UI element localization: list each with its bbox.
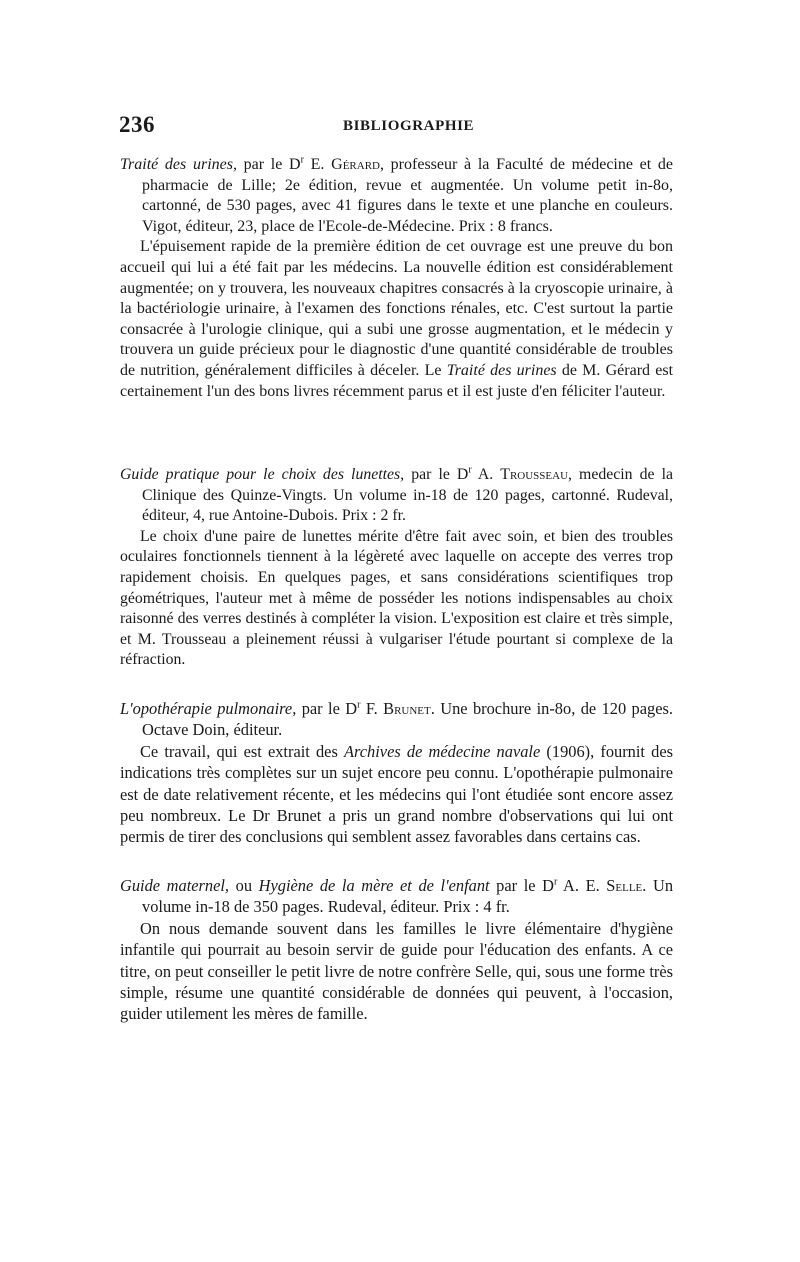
review-text bbox=[120, 741, 673, 848]
review-text bbox=[120, 918, 673, 1025]
review-italic-title: Archives de médecine navale bbox=[344, 741, 541, 761]
citation-details: . Une brochure in-8o, de 120 pages. Octave Doin, éditeur. bbox=[142, 699, 673, 740]
review-text-part: L'épuisement rapide de la première édition de cet ouvrage est une preuve du bon accueil qui lui a été fait par les médecins. La nouvelle édition est considérablement augmentée; on y trouvera, les nouveaux chapitres consacrés à la cryoscopie urinaire, à la bactériologie urinaire, à l'examen des fonctions rénales, etc. C'est surtout la partie consacrée à l'urologie clinique, qui a subi une grosse augmentation, et le médecin y trouvera un guide précieux pour le diagnostic d'une quantité considérable de troubles de nutrition, généralement difficiles à déceler. Le bbox=[120, 238, 673, 379]
review-text-part: Ce travail, qui est extrait des bbox=[140, 741, 344, 761]
running-head: BIBLIOGRAPHIE bbox=[343, 118, 475, 134]
book-title: Guide pratique pour le choix des lunettes, bbox=[120, 466, 405, 483]
entry-citation bbox=[120, 155, 673, 237]
author-name: Selle bbox=[606, 876, 643, 895]
citation-text: F. bbox=[360, 699, 384, 718]
book-subtitle: Hygiène de la mère et de l'enfant bbox=[258, 876, 490, 895]
author-name: Brunet bbox=[383, 699, 431, 718]
citation-text: A. E. bbox=[557, 876, 607, 895]
review-entry-traite-des-urines bbox=[120, 155, 673, 402]
review-entry-opotherapie bbox=[120, 698, 673, 848]
citation-text: par le D bbox=[404, 466, 469, 483]
review-text-part: Le choix d'une paire de lunettes mérite d'être fait avec soin, et bien des troubles oculaires fonctionnels tiennent à la légèreté avec laquelle on accepte des verres trop rapidement choisis. En quelques pages, et sans considérations scientifiques trop géométriques, l'auteur met à même de posséder les notions indispensables au choix raisonné des verres destinés à compléter la vision. L'exposition est claire et très simple, et M. Trousseau a pleinement réussi à vulgariser l'étude pourtant si complexe de la réfraction. bbox=[120, 527, 673, 669]
citation-text: par le D bbox=[296, 699, 358, 718]
citation-text: par le D bbox=[236, 156, 301, 173]
citation-text: par le D bbox=[489, 876, 554, 895]
citation-text: E. bbox=[303, 156, 332, 173]
review-text bbox=[120, 527, 673, 671]
entry-citation bbox=[120, 698, 673, 741]
citation-superscript: r bbox=[300, 154, 304, 166]
citation-details: . Un volume in-18 de 350 pages. Rudeval, éditeur. Prix : 4 fr. bbox=[142, 876, 674, 917]
review-entry-guide-maternel bbox=[120, 875, 673, 1025]
citation-details: , professeur à la Faculté de médecine et de pharmacie de Lille; 2e édition, revue et augmentée. Un volume petit in-8o, cartonné, de 530 pages, avec 41 figures dans le texte et une planche en couleurs. Vigot, éditeur, 23, place de l'Ecole-de-Médecine. Prix : 8 francs. bbox=[142, 156, 674, 235]
citation-superscript: r bbox=[553, 876, 558, 888]
review-italic-title: Traité des urines bbox=[446, 361, 557, 379]
review-text bbox=[120, 237, 673, 402]
citation-text: ou bbox=[229, 876, 259, 895]
review-text-part: On nous demande souvent dans les familles le livre élémentaire d'hygiène infantile qui pourrait au besoin servir de guide pour l'éducation des enfants. A ce titre, on peut conseiller le petit livre de notre confrère Selle, qui, sous une forme très simple, résume une quantité considérable de données qui peuvent, à l'occasion, guider utilement les mères de famille. bbox=[120, 918, 673, 1024]
review-text-part: (1906), fournit des indications très complètes sur un sujet encore peu connu. L'opothérapie pulmonaire est de date relativement récente, et les médecins qui l'ont étudiée sont encore assez peu nombreux. Le Dr Brunet a pris un grand nombre d'observations qui lui ont permis de tirer des conclusions qui semblent assez favorables dans certains cas. bbox=[120, 741, 673, 847]
book-title: L'opothérapie pulmonaire, bbox=[120, 699, 297, 718]
review-text-part: de M. Gérard est certainement l'un des bons livres récemment parus et il est juste d'en féliciter l'auteur. bbox=[120, 361, 674, 400]
book-title: Guide maternel, bbox=[120, 876, 230, 895]
citation-details: , medecin de la Clinique des Quinze-Vingts. Un volume in-18 de 120 pages, cartonné. Rudeval, éditeur, 4, rue Antoine-Dubois. Prix : 2 fr. bbox=[142, 466, 673, 525]
page-number: 236 bbox=[119, 112, 155, 137]
citation-text: A. bbox=[471, 466, 501, 483]
author-name: Trousseau bbox=[500, 466, 569, 483]
author-name: Gérard bbox=[331, 156, 380, 173]
book-title: Traité des urines, bbox=[120, 156, 237, 173]
citation-superscript: r bbox=[468, 464, 472, 476]
citation-superscript: r bbox=[357, 699, 361, 711]
page-header bbox=[119, 112, 672, 142]
review-entry-guide-lunettes bbox=[120, 465, 673, 671]
entry-citation bbox=[120, 465, 673, 527]
entry-citation bbox=[120, 875, 673, 918]
